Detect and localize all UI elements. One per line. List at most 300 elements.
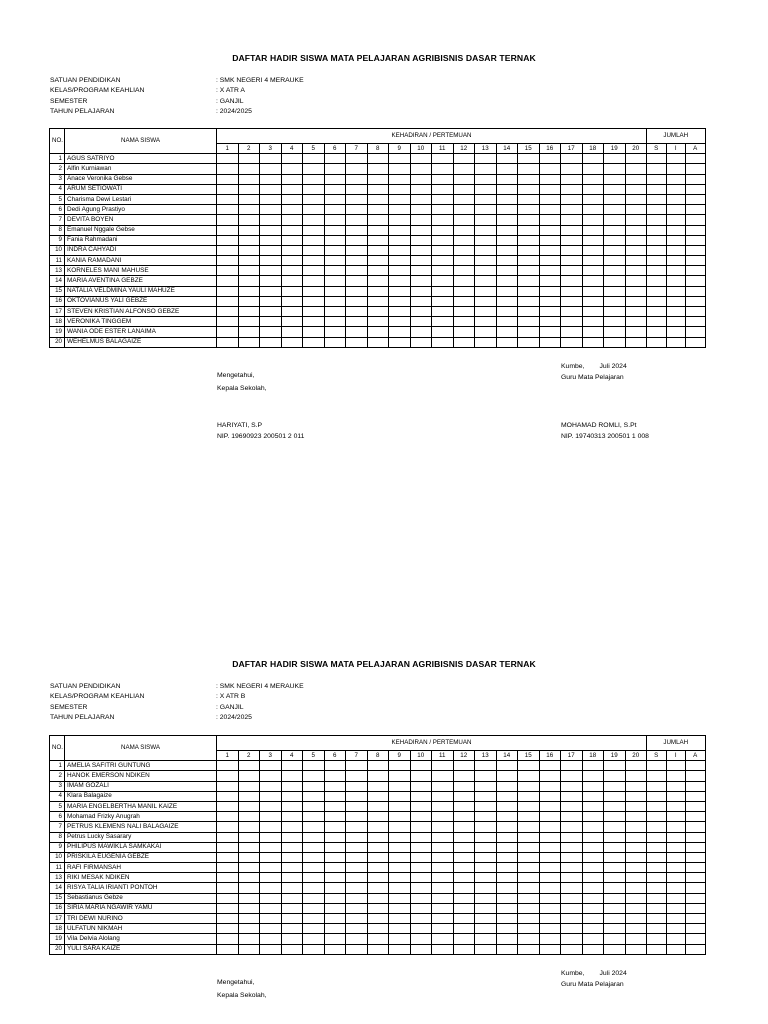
attendance-cell[interactable]: [389, 842, 411, 852]
attendance-cell[interactable]: [582, 801, 604, 811]
attendance-cell[interactable]: [410, 225, 432, 235]
attendance-cell[interactable]: [496, 296, 518, 306]
attendance-cell[interactable]: [303, 164, 325, 174]
attendance-cell[interactable]: [303, 337, 325, 347]
attendance-cell[interactable]: [686, 801, 706, 811]
attendance-cell[interactable]: [432, 174, 454, 184]
attendance-cell[interactable]: [625, 235, 647, 245]
attendance-cell[interactable]: [561, 245, 583, 255]
attendance-cell[interactable]: [582, 832, 604, 842]
attendance-cell[interactable]: [453, 276, 475, 286]
attendance-cell[interactable]: [281, 225, 303, 235]
attendance-cell[interactable]: [324, 327, 346, 337]
attendance-cell[interactable]: [625, 842, 647, 852]
attendance-cell[interactable]: [260, 934, 282, 944]
attendance-cell[interactable]: [217, 791, 239, 801]
attendance-cell[interactable]: [686, 154, 706, 164]
attendance-cell[interactable]: [604, 307, 626, 317]
attendance-cell[interactable]: [260, 327, 282, 337]
attendance-cell[interactable]: [539, 944, 561, 954]
attendance-cell[interactable]: [666, 873, 686, 883]
attendance-cell[interactable]: [604, 296, 626, 306]
attendance-cell[interactable]: [561, 924, 583, 934]
attendance-cell[interactable]: [346, 164, 368, 174]
attendance-cell[interactable]: [217, 903, 239, 913]
attendance-cell[interactable]: [367, 903, 389, 913]
attendance-cell[interactable]: [346, 174, 368, 184]
attendance-cell[interactable]: [260, 256, 282, 266]
attendance-cell[interactable]: [346, 822, 368, 832]
attendance-cell[interactable]: [539, 194, 561, 204]
attendance-cell[interactable]: [260, 812, 282, 822]
attendance-cell[interactable]: [410, 893, 432, 903]
attendance-cell[interactable]: [625, 215, 647, 225]
attendance-cell[interactable]: [281, 327, 303, 337]
attendance-cell[interactable]: [238, 235, 260, 245]
attendance-cell[interactable]: [453, 174, 475, 184]
attendance-cell[interactable]: [346, 215, 368, 225]
attendance-cell[interactable]: [389, 903, 411, 913]
attendance-cell[interactable]: [666, 317, 686, 327]
attendance-cell[interactable]: [217, 822, 239, 832]
attendance-cell[interactable]: [666, 801, 686, 811]
attendance-cell[interactable]: [432, 822, 454, 832]
attendance-cell[interactable]: [647, 317, 667, 327]
attendance-cell[interactable]: [496, 276, 518, 286]
attendance-cell[interactable]: [303, 863, 325, 873]
attendance-cell[interactable]: [666, 205, 686, 215]
attendance-cell[interactable]: [518, 215, 540, 225]
attendance-cell[interactable]: [260, 914, 282, 924]
attendance-cell[interactable]: [625, 771, 647, 781]
attendance-cell[interactable]: [260, 164, 282, 174]
attendance-cell[interactable]: [453, 317, 475, 327]
attendance-cell[interactable]: [410, 164, 432, 174]
attendance-cell[interactable]: [281, 873, 303, 883]
attendance-cell[interactable]: [281, 832, 303, 842]
attendance-cell[interactable]: [518, 771, 540, 781]
attendance-cell[interactable]: [539, 883, 561, 893]
attendance-cell[interactable]: [686, 205, 706, 215]
attendance-cell[interactable]: [666, 327, 686, 337]
attendance-cell[interactable]: [367, 276, 389, 286]
attendance-cell[interactable]: [604, 256, 626, 266]
attendance-cell[interactable]: [217, 771, 239, 781]
attendance-cell[interactable]: [475, 317, 497, 327]
attendance-cell[interactable]: [453, 205, 475, 215]
attendance-cell[interactable]: [281, 924, 303, 934]
attendance-cell[interactable]: [518, 307, 540, 317]
attendance-cell[interactable]: [496, 903, 518, 913]
attendance-cell[interactable]: [561, 225, 583, 235]
attendance-cell[interactable]: [475, 194, 497, 204]
attendance-cell[interactable]: [410, 914, 432, 924]
attendance-cell[interactable]: [367, 307, 389, 317]
attendance-cell[interactable]: [666, 225, 686, 235]
attendance-cell[interactable]: [367, 205, 389, 215]
attendance-cell[interactable]: [453, 307, 475, 317]
attendance-cell[interactable]: [238, 194, 260, 204]
attendance-cell[interactable]: [432, 812, 454, 822]
attendance-cell[interactable]: [582, 791, 604, 801]
attendance-cell[interactable]: [410, 812, 432, 822]
attendance-cell[interactable]: [539, 245, 561, 255]
attendance-cell[interactable]: [453, 842, 475, 852]
attendance-cell[interactable]: [432, 225, 454, 235]
attendance-cell[interactable]: [686, 781, 706, 791]
attendance-cell[interactable]: [367, 296, 389, 306]
attendance-cell[interactable]: [367, 832, 389, 842]
attendance-cell[interactable]: [238, 184, 260, 194]
attendance-cell[interactable]: [281, 286, 303, 296]
attendance-cell[interactable]: [389, 761, 411, 771]
attendance-cell[interactable]: [367, 801, 389, 811]
attendance-cell[interactable]: [367, 873, 389, 883]
attendance-cell[interactable]: [281, 184, 303, 194]
attendance-cell[interactable]: [686, 296, 706, 306]
attendance-cell[interactable]: [389, 934, 411, 944]
attendance-cell[interactable]: [475, 761, 497, 771]
attendance-cell[interactable]: [346, 286, 368, 296]
attendance-cell[interactable]: [561, 761, 583, 771]
attendance-cell[interactable]: [217, 256, 239, 266]
attendance-cell[interactable]: [324, 266, 346, 276]
attendance-cell[interactable]: [238, 256, 260, 266]
attendance-cell[interactable]: [260, 154, 282, 164]
attendance-cell[interactable]: [475, 842, 497, 852]
attendance-cell[interactable]: [367, 215, 389, 225]
attendance-cell[interactable]: [217, 194, 239, 204]
attendance-cell[interactable]: [561, 893, 583, 903]
attendance-cell[interactable]: [281, 194, 303, 204]
attendance-cell[interactable]: [539, 296, 561, 306]
attendance-cell[interactable]: [475, 327, 497, 337]
attendance-cell[interactable]: [666, 337, 686, 347]
attendance-cell[interactable]: [281, 771, 303, 781]
attendance-cell[interactable]: [389, 873, 411, 883]
attendance-cell[interactable]: [389, 327, 411, 337]
attendance-cell[interactable]: [410, 286, 432, 296]
attendance-cell[interactable]: [432, 307, 454, 317]
attendance-cell[interactable]: [410, 317, 432, 327]
attendance-cell[interactable]: [561, 781, 583, 791]
attendance-cell[interactable]: [666, 934, 686, 944]
attendance-cell[interactable]: [260, 174, 282, 184]
attendance-cell[interactable]: [475, 184, 497, 194]
attendance-cell[interactable]: [453, 327, 475, 337]
attendance-cell[interactable]: [666, 174, 686, 184]
attendance-cell[interactable]: [518, 194, 540, 204]
attendance-cell[interactable]: [496, 791, 518, 801]
attendance-cell[interactable]: [582, 914, 604, 924]
attendance-cell[interactable]: [561, 934, 583, 944]
attendance-cell[interactable]: [647, 822, 667, 832]
attendance-cell[interactable]: [324, 245, 346, 255]
attendance-cell[interactable]: [475, 822, 497, 832]
attendance-cell[interactable]: [346, 781, 368, 791]
attendance-cell[interactable]: [281, 245, 303, 255]
attendance-cell[interactable]: [518, 286, 540, 296]
attendance-cell[interactable]: [260, 761, 282, 771]
attendance-cell[interactable]: [539, 812, 561, 822]
attendance-cell[interactable]: [666, 893, 686, 903]
attendance-cell[interactable]: [260, 873, 282, 883]
attendance-cell[interactable]: [647, 194, 667, 204]
attendance-cell[interactable]: [625, 822, 647, 832]
attendance-cell[interactable]: [303, 194, 325, 204]
attendance-cell[interactable]: [303, 184, 325, 194]
attendance-cell[interactable]: [303, 245, 325, 255]
attendance-cell[interactable]: [324, 761, 346, 771]
attendance-cell[interactable]: [324, 903, 346, 913]
attendance-cell[interactable]: [647, 215, 667, 225]
attendance-cell[interactable]: [582, 276, 604, 286]
attendance-cell[interactable]: [604, 337, 626, 347]
attendance-cell[interactable]: [647, 883, 667, 893]
attendance-cell[interactable]: [582, 852, 604, 862]
attendance-cell[interactable]: [686, 307, 706, 317]
attendance-cell[interactable]: [367, 256, 389, 266]
attendance-cell[interactable]: [367, 184, 389, 194]
attendance-cell[interactable]: [539, 225, 561, 235]
attendance-cell[interactable]: [539, 934, 561, 944]
attendance-cell[interactable]: [453, 832, 475, 842]
attendance-cell[interactable]: [238, 174, 260, 184]
attendance-cell[interactable]: [539, 154, 561, 164]
attendance-cell[interactable]: [666, 842, 686, 852]
attendance-cell[interactable]: [281, 256, 303, 266]
attendance-cell[interactable]: [539, 174, 561, 184]
attendance-cell[interactable]: [260, 266, 282, 276]
attendance-cell[interactable]: [410, 883, 432, 893]
attendance-cell[interactable]: [686, 184, 706, 194]
attendance-cell[interactable]: [604, 822, 626, 832]
attendance-cell[interactable]: [582, 883, 604, 893]
attendance-cell[interactable]: [410, 944, 432, 954]
attendance-cell[interactable]: [367, 761, 389, 771]
attendance-cell[interactable]: [625, 791, 647, 801]
attendance-cell[interactable]: [432, 883, 454, 893]
attendance-cell[interactable]: [666, 245, 686, 255]
attendance-cell[interactable]: [604, 914, 626, 924]
attendance-cell[interactable]: [324, 286, 346, 296]
attendance-cell[interactable]: [582, 194, 604, 204]
attendance-cell[interactable]: [389, 791, 411, 801]
attendance-cell[interactable]: [389, 883, 411, 893]
attendance-cell[interactable]: [217, 337, 239, 347]
attendance-cell[interactable]: [303, 903, 325, 913]
attendance-cell[interactable]: [582, 893, 604, 903]
attendance-cell[interactable]: [475, 863, 497, 873]
attendance-cell[interactable]: [217, 924, 239, 934]
attendance-cell[interactable]: [625, 205, 647, 215]
attendance-cell[interactable]: [260, 842, 282, 852]
attendance-cell[interactable]: [604, 863, 626, 873]
attendance-cell[interactable]: [496, 822, 518, 832]
attendance-cell[interactable]: [367, 924, 389, 934]
attendance-cell[interactable]: [346, 852, 368, 862]
attendance-cell[interactable]: [389, 154, 411, 164]
attendance-cell[interactable]: [410, 903, 432, 913]
attendance-cell[interactable]: [561, 184, 583, 194]
attendance-cell[interactable]: [686, 317, 706, 327]
attendance-cell[interactable]: [539, 842, 561, 852]
attendance-cell[interactable]: [539, 791, 561, 801]
attendance-cell[interactable]: [217, 174, 239, 184]
attendance-cell[interactable]: [518, 256, 540, 266]
attendance-cell[interactable]: [432, 893, 454, 903]
attendance-cell[interactable]: [367, 883, 389, 893]
attendance-cell[interactable]: [389, 194, 411, 204]
attendance-cell[interactable]: [238, 903, 260, 913]
attendance-cell[interactable]: [217, 307, 239, 317]
attendance-cell[interactable]: [238, 154, 260, 164]
attendance-cell[interactable]: [686, 822, 706, 832]
attendance-cell[interactable]: [686, 944, 706, 954]
attendance-cell[interactable]: [518, 225, 540, 235]
attendance-cell[interactable]: [686, 235, 706, 245]
attendance-cell[interactable]: [686, 873, 706, 883]
attendance-cell[interactable]: [346, 194, 368, 204]
attendance-cell[interactable]: [410, 781, 432, 791]
attendance-cell[interactable]: [432, 903, 454, 913]
attendance-cell[interactable]: [238, 266, 260, 276]
attendance-cell[interactable]: [539, 924, 561, 934]
attendance-cell[interactable]: [686, 863, 706, 873]
attendance-cell[interactable]: [496, 205, 518, 215]
attendance-cell[interactable]: [389, 863, 411, 873]
attendance-cell[interactable]: [432, 801, 454, 811]
attendance-cell[interactable]: [518, 863, 540, 873]
attendance-cell[interactable]: [666, 164, 686, 174]
attendance-cell[interactable]: [625, 883, 647, 893]
attendance-cell[interactable]: [410, 873, 432, 883]
attendance-cell[interactable]: [539, 286, 561, 296]
attendance-cell[interactable]: [625, 761, 647, 771]
attendance-cell[interactable]: [496, 914, 518, 924]
attendance-cell[interactable]: [496, 832, 518, 842]
attendance-cell[interactable]: [432, 761, 454, 771]
attendance-cell[interactable]: [389, 276, 411, 286]
attendance-cell[interactable]: [432, 852, 454, 862]
attendance-cell[interactable]: [561, 296, 583, 306]
attendance-cell[interactable]: [324, 225, 346, 235]
attendance-cell[interactable]: [453, 771, 475, 781]
attendance-cell[interactable]: [686, 903, 706, 913]
attendance-cell[interactable]: [686, 337, 706, 347]
attendance-cell[interactable]: [346, 245, 368, 255]
attendance-cell[interactable]: [604, 924, 626, 934]
attendance-cell[interactable]: [303, 174, 325, 184]
attendance-cell[interactable]: [346, 914, 368, 924]
attendance-cell[interactable]: [346, 812, 368, 822]
attendance-cell[interactable]: [324, 791, 346, 801]
attendance-cell[interactable]: [238, 276, 260, 286]
attendance-cell[interactable]: [432, 914, 454, 924]
attendance-cell[interactable]: [432, 832, 454, 842]
attendance-cell[interactable]: [647, 184, 667, 194]
attendance-cell[interactable]: [496, 842, 518, 852]
attendance-cell[interactable]: [518, 924, 540, 934]
attendance-cell[interactable]: [518, 832, 540, 842]
attendance-cell[interactable]: [518, 266, 540, 276]
attendance-cell[interactable]: [561, 174, 583, 184]
attendance-cell[interactable]: [582, 781, 604, 791]
attendance-cell[interactable]: [453, 194, 475, 204]
attendance-cell[interactable]: [561, 832, 583, 842]
attendance-cell[interactable]: [324, 307, 346, 317]
attendance-cell[interactable]: [367, 893, 389, 903]
attendance-cell[interactable]: [238, 245, 260, 255]
attendance-cell[interactable]: [666, 296, 686, 306]
attendance-cell[interactable]: [389, 184, 411, 194]
attendance-cell[interactable]: [410, 307, 432, 317]
attendance-cell[interactable]: [432, 934, 454, 944]
attendance-cell[interactable]: [324, 924, 346, 934]
attendance-cell[interactable]: [604, 761, 626, 771]
attendance-cell[interactable]: [561, 154, 583, 164]
attendance-cell[interactable]: [410, 245, 432, 255]
attendance-cell[interactable]: [303, 924, 325, 934]
attendance-cell[interactable]: [260, 781, 282, 791]
attendance-cell[interactable]: [367, 934, 389, 944]
attendance-cell[interactable]: [496, 194, 518, 204]
attendance-cell[interactable]: [604, 771, 626, 781]
attendance-cell[interactable]: [281, 307, 303, 317]
attendance-cell[interactable]: [217, 863, 239, 873]
attendance-cell[interactable]: [686, 256, 706, 266]
attendance-cell[interactable]: [303, 832, 325, 842]
attendance-cell[interactable]: [518, 205, 540, 215]
attendance-cell[interactable]: [604, 893, 626, 903]
attendance-cell[interactable]: [238, 286, 260, 296]
attendance-cell[interactable]: [260, 205, 282, 215]
attendance-cell[interactable]: [410, 852, 432, 862]
attendance-cell[interactable]: [625, 944, 647, 954]
attendance-cell[interactable]: [475, 164, 497, 174]
attendance-cell[interactable]: [410, 863, 432, 873]
attendance-cell[interactable]: [432, 791, 454, 801]
attendance-cell[interactable]: [475, 944, 497, 954]
attendance-cell[interactable]: [238, 924, 260, 934]
attendance-cell[interactable]: [217, 235, 239, 245]
attendance-cell[interactable]: [346, 771, 368, 781]
attendance-cell[interactable]: [561, 317, 583, 327]
attendance-cell[interactable]: [303, 822, 325, 832]
attendance-cell[interactable]: [604, 903, 626, 913]
attendance-cell[interactable]: [686, 893, 706, 903]
attendance-cell[interactable]: [604, 276, 626, 286]
attendance-cell[interactable]: [367, 235, 389, 245]
attendance-cell[interactable]: [625, 903, 647, 913]
attendance-cell[interactable]: [475, 873, 497, 883]
attendance-cell[interactable]: [453, 184, 475, 194]
attendance-cell[interactable]: [238, 164, 260, 174]
attendance-cell[interactable]: [238, 801, 260, 811]
attendance-cell[interactable]: [281, 215, 303, 225]
attendance-cell[interactable]: [539, 822, 561, 832]
attendance-cell[interactable]: [561, 215, 583, 225]
attendance-cell[interactable]: [410, 822, 432, 832]
attendance-cell[interactable]: [303, 801, 325, 811]
attendance-cell[interactable]: [666, 184, 686, 194]
attendance-cell[interactable]: [539, 903, 561, 913]
attendance-cell[interactable]: [647, 205, 667, 215]
attendance-cell[interactable]: [432, 842, 454, 852]
attendance-cell[interactable]: [475, 205, 497, 215]
attendance-cell[interactable]: [303, 842, 325, 852]
attendance-cell[interactable]: [367, 174, 389, 184]
